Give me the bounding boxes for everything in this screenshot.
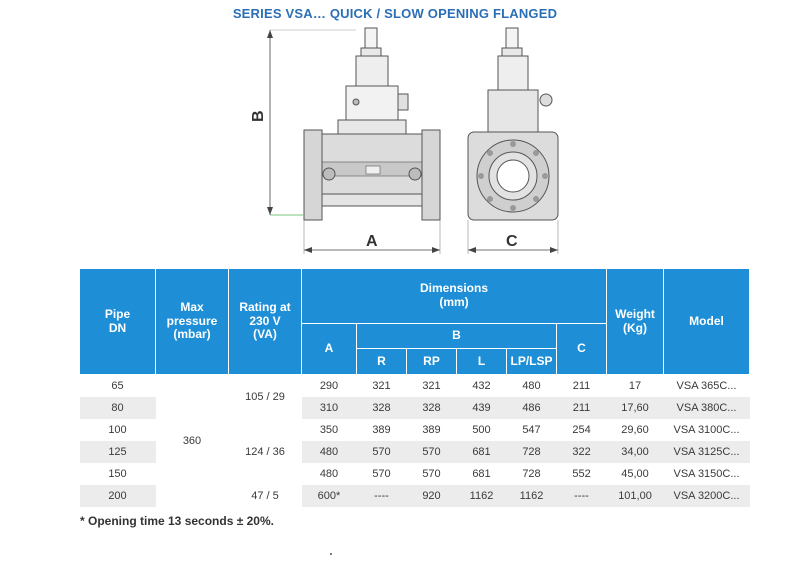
cell-a: 310 [302, 397, 357, 419]
specification-table [79, 268, 750, 507]
header-a: A [302, 324, 357, 375]
header-weight: Weight (Kg) [607, 269, 664, 375]
cell-dn: 200 [80, 485, 156, 507]
cell-c: ---- [557, 485, 607, 507]
cell-weight: 45,00 [621, 468, 649, 480]
stray-dot [330, 553, 332, 555]
cell-lp: 728 [522, 468, 541, 480]
cell-dn: 125 [80, 441, 156, 463]
cell-r: 321 [372, 380, 391, 392]
cell-model: VSA 3150C... [673, 468, 740, 480]
cell-dn: 65 [111, 380, 124, 392]
cell-c: 254 [572, 424, 591, 436]
cell-lp: 547 [522, 424, 541, 436]
valve-technical-drawing [240, 22, 580, 270]
cell-lp: 480 [522, 380, 541, 392]
cell-weight: 17,60 [607, 397, 664, 419]
cell-l: 432 [472, 380, 491, 392]
cell-dn: 80 [80, 397, 156, 419]
cell-rp: 570 [422, 468, 441, 480]
cell-c: 552 [572, 468, 591, 480]
cell-model: VSA 3125C... [664, 441, 750, 463]
cell-rating: 47 / 5 [229, 485, 302, 507]
cell-weight: 101,00 [607, 485, 664, 507]
cell-a: 600* [302, 485, 357, 507]
header-rating: Rating at 230 V (VA) [229, 269, 302, 375]
cell-l: 681 [472, 468, 491, 480]
cell-rp: 389 [422, 424, 441, 436]
cell-model: VSA 380C... [664, 397, 750, 419]
dimension-a [304, 220, 440, 254]
page-title: SERIES VSA… QUICK / SLOW OPENING FLANGED [232, 6, 558, 21]
header-max-pressure: Max pressure (mbar) [156, 269, 229, 375]
cell-l: 1162 [457, 485, 507, 507]
cell-max-pressure: 360 [156, 375, 229, 508]
header-lp-lsp: LP/LSP [507, 349, 557, 375]
cell-l: 681 [457, 441, 507, 463]
dimension-c [468, 220, 558, 254]
cell-r: 389 [372, 424, 391, 436]
cell-weight: 17 [628, 380, 642, 392]
cell-c: 322 [557, 441, 607, 463]
cell-c: 211 [557, 397, 607, 419]
header-dimensions: Dimensions (mm) [302, 269, 607, 324]
cell-c: 211 [572, 380, 591, 392]
cell-lp: 728 [507, 441, 557, 463]
header-pipe-dn: Pipe DN [80, 269, 156, 375]
cell-a: 290 [319, 380, 339, 392]
cell-weight: 29,60 [621, 424, 649, 436]
cell-l: 439 [457, 397, 507, 419]
cell-r: 328 [357, 397, 407, 419]
cell-lp: 486 [507, 397, 557, 419]
cell-rating: 105 / 29 [229, 375, 302, 420]
cell-weight: 34,00 [607, 441, 664, 463]
table-row [80, 375, 750, 398]
cell-a: 480 [319, 468, 339, 480]
cell-dn: 150 [108, 468, 127, 480]
cell-rp: 328 [407, 397, 457, 419]
header-c: C [557, 324, 607, 375]
footnote: * Opening time 13 seconds ± 20%. [80, 514, 274, 528]
dimension-b-label: B [250, 110, 267, 122]
cell-lp: 1162 [507, 485, 557, 507]
dimension-a-label: A [366, 233, 378, 250]
cell-rating: 124 / 36 [229, 419, 302, 485]
header-model: Model [664, 269, 750, 375]
cell-dn: 100 [108, 424, 127, 436]
cell-l: 500 [472, 424, 491, 436]
cell-model: VSA 3200C... [664, 485, 750, 507]
cell-rp: 321 [422, 380, 441, 392]
cell-rp: 920 [407, 485, 457, 507]
dimension-b [250, 30, 273, 215]
cell-model: VSA 365C... [676, 380, 737, 392]
header-b: B [357, 324, 557, 349]
dimension-c-label: C [506, 233, 518, 250]
valve-front-view [270, 28, 440, 220]
cell-r: ---- [357, 485, 407, 507]
cell-a: 350 [319, 424, 339, 436]
cell-a: 480 [302, 441, 357, 463]
cell-rp: 570 [407, 441, 457, 463]
cell-r: 570 [357, 441, 407, 463]
valve-side-view [468, 28, 558, 220]
header-l: L [457, 349, 507, 375]
header-rp: RP [407, 349, 457, 375]
cell-r: 570 [372, 468, 391, 480]
header-r: R [357, 349, 407, 375]
cell-model: VSA 3100C... [673, 424, 740, 436]
